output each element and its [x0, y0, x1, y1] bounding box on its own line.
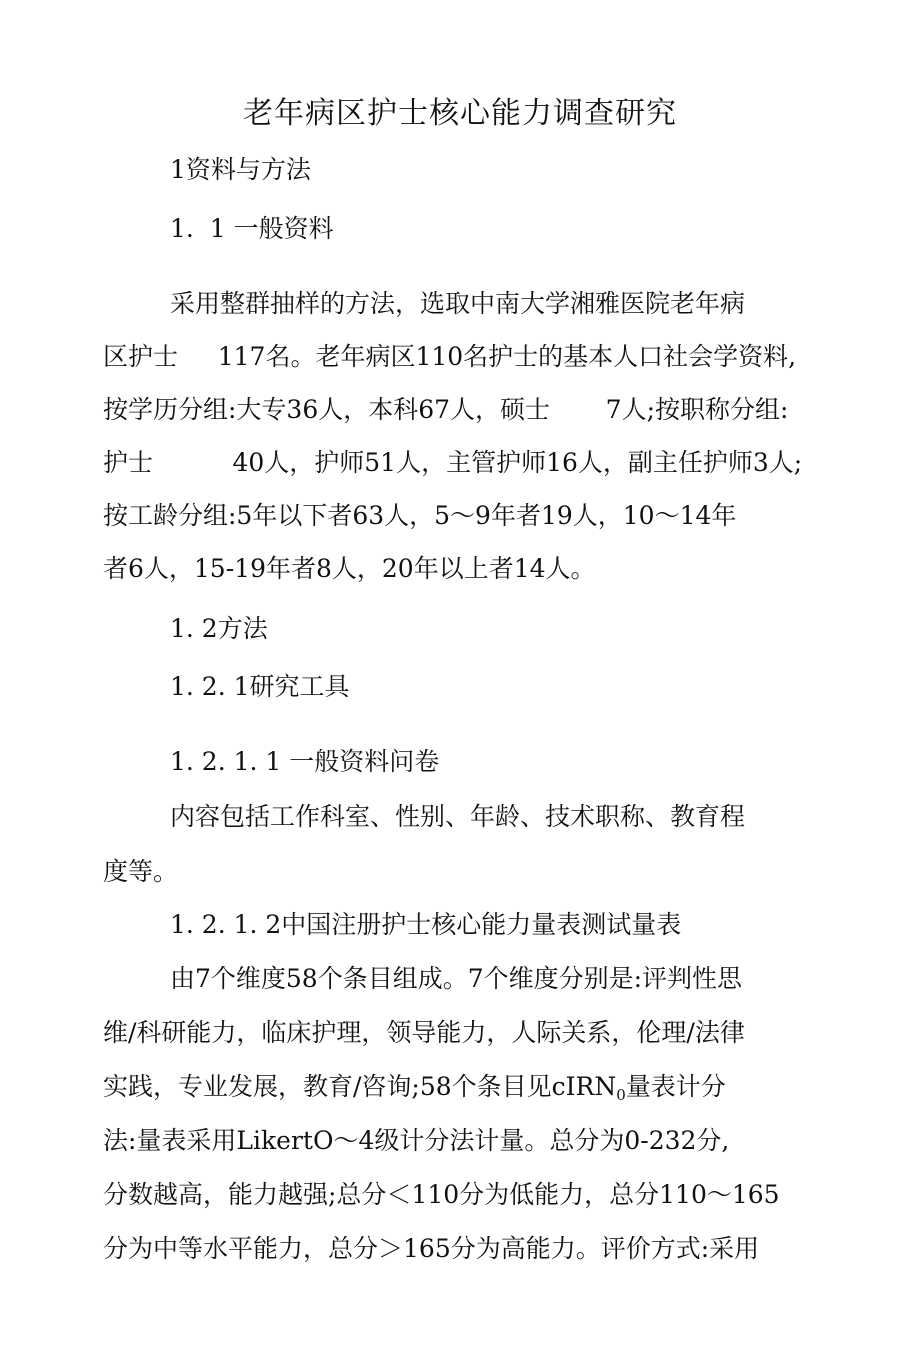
subscript-zero: 0: [616, 1086, 626, 1104]
paragraph-line: 区护士 117名。老年病区110名护士的基本人口社会学资料,: [103, 342, 797, 371]
section-heading-1-2: 1. 2方法: [170, 614, 268, 643]
paragraph-line: 分为中等水平能力，总分＞165分为高能力。评价方式:采用: [103, 1234, 760, 1263]
paragraph-line: 按工龄分组:5年以下者63人，5〜9年者19人，10〜14年: [103, 501, 737, 530]
paragraph-line: 采用整群抽样的方法，选取中南大学湘雅医院老年病: [170, 289, 746, 318]
paragraph-line: 者6人，15-19年者8人，20年以上者14人。: [103, 554, 596, 583]
paragraph-line: 由7个维度58个条目组成。7个维度分别是:评判性思: [170, 964, 743, 993]
line-text: 实践，专业发展，教育/咨询;58个条目见cIRN: [103, 1072, 617, 1101]
paragraph-line: [103, 1070, 726, 1104]
paragraph-line: 按学历分组:大专36人，本科67人，硕士 7人;按职称分组:: [103, 395, 789, 424]
section-heading-1-2-1-1: 1. 2. 1. 1 一般资料问卷: [170, 747, 440, 776]
section-heading-1-1: 1. 1 一般资料: [170, 214, 334, 243]
paragraph-line: 度等。: [103, 857, 179, 886]
section-heading-1-2-1-2: 1. 2. 1. 2中国注册护士核心能力量表测试量表: [170, 910, 682, 939]
section-heading-1-2-1: 1. 2. 1研究工具: [170, 672, 350, 701]
section-heading-1: 1资料与方法: [170, 155, 311, 184]
paragraph-line: 内容包括工作科室、性别、年龄、技术职称、教育程: [170, 802, 746, 831]
line-text: 量表计分: [625, 1072, 726, 1101]
paragraph-line: 护士 40人，护师51人，主管护师16人，副主任护师3人;: [103, 448, 803, 477]
paragraph-line: 维/科研能力，临床护理，领导能力，人际关系，伦理/法律: [103, 1018, 745, 1047]
paragraph-line: 法:量表采用LikertO〜4级计分法计量。总分为0-232分,: [103, 1126, 730, 1155]
document-title: 老年病区护士核心能力调查研究: [243, 96, 677, 131]
paragraph-line: 分数越高，能力越强;总分＜110分为低能力，总分110〜165: [103, 1180, 780, 1209]
